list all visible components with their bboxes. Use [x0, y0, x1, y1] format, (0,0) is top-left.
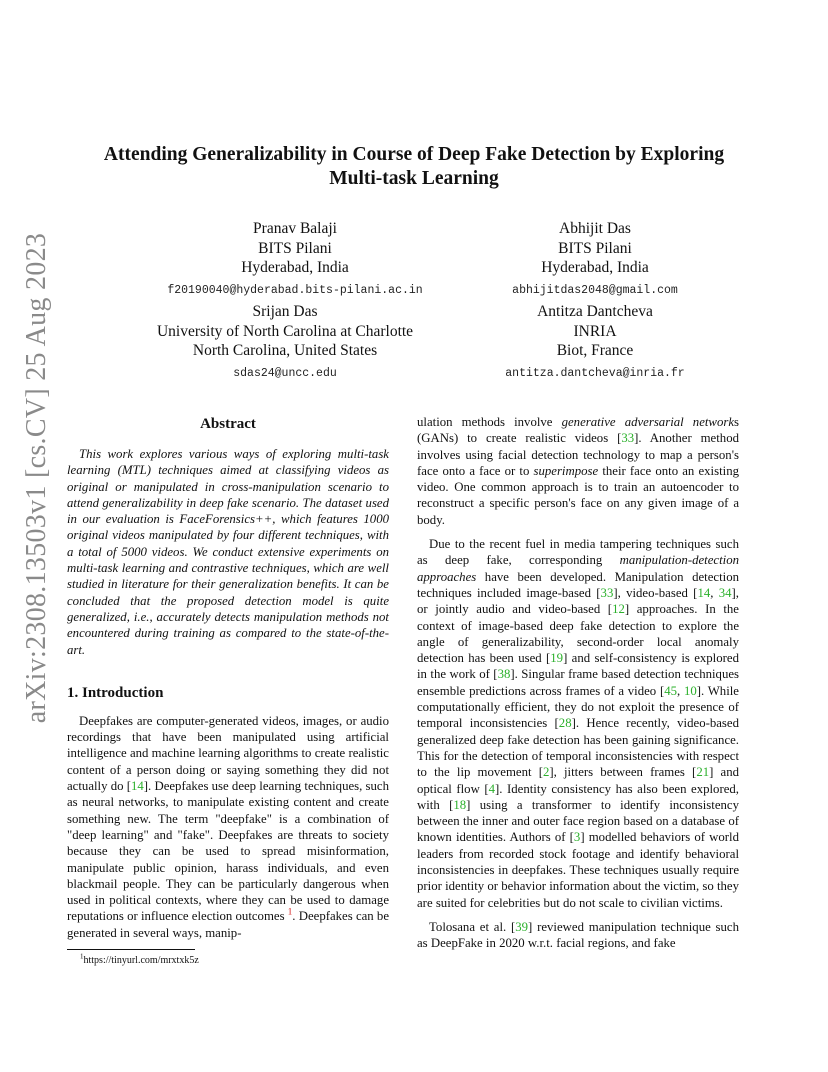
- text-run: ] using a transformer to identify inconsistency between the inner and outer face region based on a database of known identities. Authors of [: [417, 797, 739, 845]
- text-run: Deepfakes are computer-generated videos, images, or audio recordings that have been manipulated using artificial intelligence and machine learning algorithms to create realistic content of a person doing or saying something they did not actually do [: [67, 713, 389, 794]
- citation-link[interactable]: 19: [550, 651, 564, 666]
- author-block-2: [430, 219, 760, 300]
- author-affiliation: INRIA: [573, 322, 617, 340]
- citation-link[interactable]: 2: [542, 765, 550, 780]
- author-email: sdas24@uncc.edu: [233, 366, 337, 380]
- citation-link[interactable]: 10: [683, 683, 697, 698]
- text-run: ]. While computationally efficient, they do not exploit the presence of temporal inconsistencies [: [417, 683, 739, 731]
- author-name: Antitza Dantcheva: [537, 303, 653, 320]
- right-column: [417, 414, 739, 960]
- footnote: [67, 954, 389, 967]
- author-affiliation: BITS Pilani: [258, 239, 332, 257]
- citation-link[interactable]: 45: [664, 683, 677, 698]
- body-paragraph: [417, 536, 739, 911]
- text-run: Tolosana et al. [: [429, 919, 516, 934]
- emphasis: generative adversarial network: [561, 415, 735, 429]
- abstract-heading: Abstract: [200, 416, 256, 432]
- body-paragraph: [417, 919, 739, 952]
- text-run: ]. Another method involves using facial detection technology to map a person's face onto a face or to: [417, 431, 739, 478]
- author-location: North Carolina, United States: [192, 342, 378, 359]
- text-run: ,: [710, 585, 719, 600]
- text-run: ], video-based [: [613, 585, 698, 600]
- emphasis: manipulation-detection approaches: [417, 553, 739, 584]
- section-heading-introduction: 1. Introduction: [67, 684, 164, 701]
- text-run: ,: [677, 683, 684, 698]
- citation-link[interactable]: 33: [600, 585, 614, 600]
- left-column: [67, 414, 389, 967]
- citation-link[interactable]: 33: [621, 431, 635, 446]
- author-location: Hyderabad, India: [541, 259, 649, 276]
- text-run: ]. Hence recently, video-based generalized deep fake detection has been gaining significance. This for the detection of temporal inconsistencies with respect to the lip movement [: [417, 716, 739, 780]
- emphasis: superimpose: [533, 463, 599, 478]
- text-run: ], jitters between frames [: [549, 765, 697, 780]
- text-run: . Deepfakes can be generated in several ways, manip-: [67, 909, 389, 940]
- author-location: Hyderabad, India: [241, 259, 349, 276]
- text-run: ] reviewed manipulation technique such as DeepFake in 2020 w.r.t. facial regions, and fake: [417, 919, 739, 951]
- author-affiliation: BITS Pilani: [558, 239, 632, 257]
- footnote-url[interactable]: https://tinyurl.com/mrxtxk5z: [83, 955, 199, 967]
- body-paragraph: [417, 414, 739, 528]
- text-run: ]. Singular frame based detection techniques ensemble predictions across frames of a video [: [417, 667, 740, 698]
- text-run: ] modelled behaviors of world leaders from recorded stock footage and identify behavioral inconsistencies in deepfakes. These techniques usually require prior identity or behavior information about the victim, so they are suited for celebrities but do not scale to civilian victims.: [417, 830, 739, 910]
- citation-link[interactable]: 18: [453, 797, 467, 812]
- text-run: ]. Identity consistency has also been explored, with [: [417, 781, 739, 812]
- text-run: ]. Deepfakes use deep learning techniques, such as neural networks, to manipulate existing content and create something new. The term "deepfake" is a combination of "deep learning" and "fake". Deepfakes are threats to society because they can be used to spread misinformation, manipulate public opinion, harass individuals, and even blackmail people. They can be particularly dangerous when used in political contexts, where they can be used to damage reputations or influence election outcomes: [67, 779, 389, 924]
- text-run: ], or jointly audio and video-based [: [417, 585, 739, 617]
- title-line-2: Multi-task Learning: [329, 168, 499, 189]
- author-name: Pranav Balaji: [253, 220, 337, 237]
- intro-paragraph: [67, 713, 389, 941]
- author-name: Abhijit Das: [559, 220, 631, 237]
- text-run: their face onto an existing video. One common approach is to train an autoencoder to reconstruct a specific person's face on any given image of a body.: [417, 463, 739, 527]
- author-email: abhijitdas2048@gmail.com: [512, 283, 678, 297]
- citation-link[interactable]: 28: [558, 716, 572, 731]
- author-block-1: [130, 219, 460, 300]
- citation-link[interactable]: 14: [130, 779, 144, 794]
- arxiv-stamp: arXiv:2308.13503v1 [cs.CV] 25 Aug 2023: [21, 232, 52, 724]
- footnote-marker[interactable]: 1: [287, 907, 293, 918]
- title-line-1: Attending Generalizability in Course of Deep Fake Detection by Exploring: [103, 144, 725, 165]
- citation-link[interactable]: 14: [697, 585, 711, 600]
- text-run: ulation methods involve: [417, 415, 562, 429]
- author-location: Biot, France: [556, 342, 634, 359]
- author-email: f20190040@hyderabad.bits-pilani.ac.in: [167, 283, 423, 297]
- text-run: ] approaches. In the context of image-based deep fake detection to explore the angle of generalizability, second-order local anomaly detection has been used [: [417, 602, 739, 666]
- text-run: ] and optical flow [: [417, 765, 739, 796]
- citation-link[interactable]: 4: [488, 781, 496, 796]
- citation-link[interactable]: 39: [515, 919, 529, 934]
- footnote-number: 1: [80, 952, 84, 961]
- footnote-rule: [67, 949, 195, 950]
- author-email: antitza.dantcheva@inria.fr: [505, 366, 685, 380]
- citation-link[interactable]: 12: [612, 602, 625, 617]
- text-run: ] and self-consistency is explored in the work of [: [417, 651, 739, 682]
- author-block-3: [120, 302, 450, 383]
- citation-link[interactable]: 21: [696, 765, 710, 780]
- text-run: Due to the recent fuel in media tampering techniques such as deep fake, corresponding: [417, 537, 739, 568]
- paper-title: [70, 143, 758, 191]
- citation-link[interactable]: 3: [573, 830, 581, 845]
- text-run: s (GANs) to create realistic videos [: [417, 415, 740, 446]
- citation-link[interactable]: 34: [718, 585, 732, 600]
- text-run: have been developed. Manipulation detection techniques included image-based [: [417, 569, 739, 600]
- author-name: Srijan Das: [252, 303, 318, 320]
- citation-link[interactable]: 38: [497, 667, 511, 682]
- author-affiliation: University of North Carolina at Charlotte: [156, 322, 414, 340]
- abstract-text: This work explores various ways of exploring multi-task learning (MTL) techniques aimed at classifying videos as original or manipulated in cross-manipulation scenario to attend generalizability in deep fake scenario. The dataset used in our evaluation is FaceForensics++, which features 1000 original videos manipulated by four different techniques, with a total of 5000 videos. We conduct extensive experiments on multi-task learning and contrastive techniques, which are well studied in literature for their generalization benefits. It can be concluded that the proposed detection model is quite generalized, i.e., accurately detects manipulation methods not encountered during training as compared to the state-of-the-art.: [67, 447, 389, 657]
- author-block-4: [430, 302, 760, 383]
